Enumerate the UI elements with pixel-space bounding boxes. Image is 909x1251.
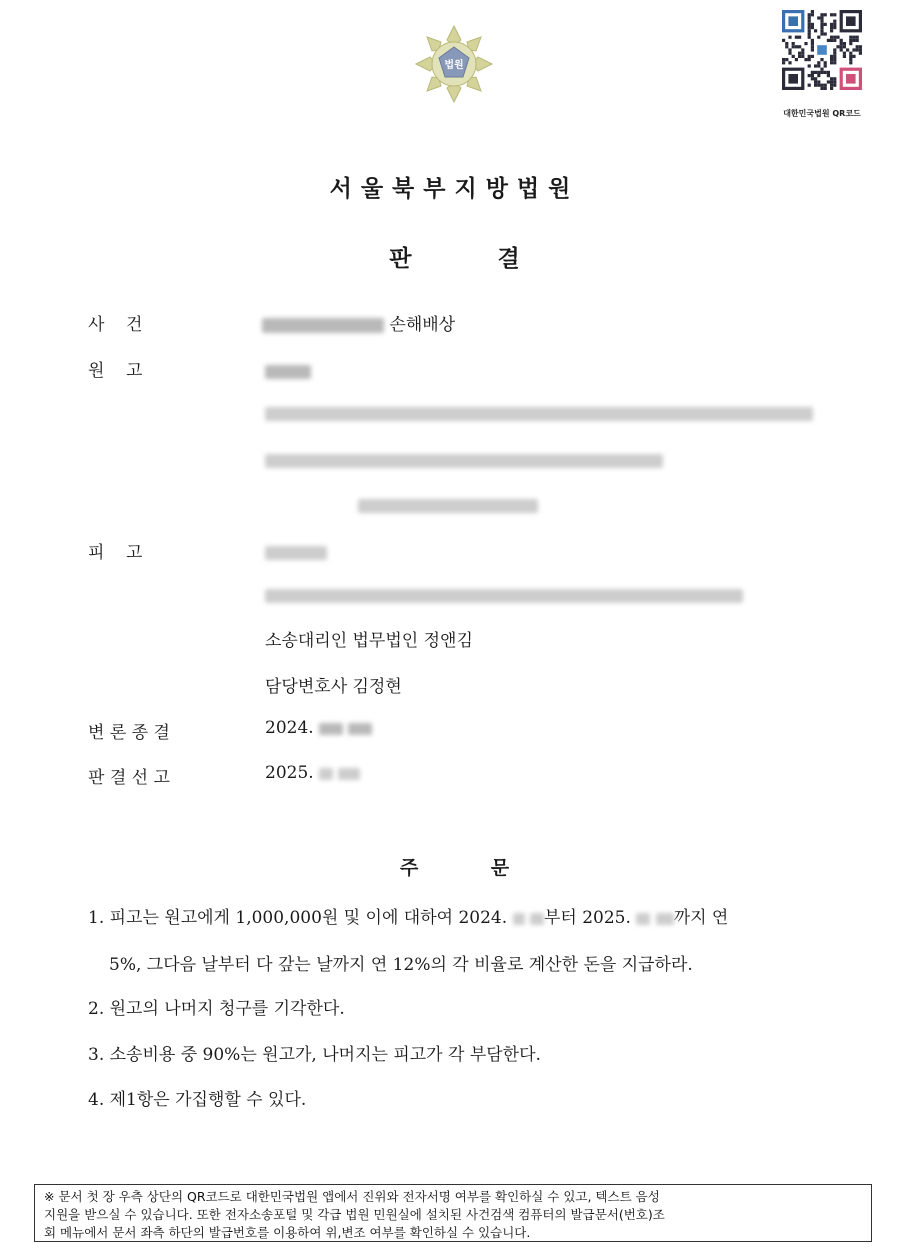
court-emblem-icon bbox=[412, 22, 496, 106]
redacted-day bbox=[656, 913, 674, 925]
order-item-3: 3. 소송비용 중 90%는 원고가, 나머지는 피고가 각 부담한다. bbox=[88, 1045, 541, 1065]
court-name: 서울북부지방법원 bbox=[329, 176, 580, 202]
case-name: 손해배상 bbox=[389, 315, 456, 335]
defendant-lawyer: 담당변호사 김정현 bbox=[265, 677, 402, 697]
order-item-2: 2. 원고의 나머지 청구를 기각한다. bbox=[88, 999, 345, 1019]
plaintiff-recipient bbox=[358, 495, 538, 514]
argument-end-year: 2024. bbox=[265, 718, 314, 738]
redacted-defendant-address bbox=[265, 589, 743, 603]
court-emblem bbox=[412, 22, 496, 106]
redacted-month bbox=[636, 913, 650, 925]
judgment-date-label: 판 결 선 고 bbox=[88, 768, 170, 788]
defendant-address bbox=[265, 585, 743, 604]
order-item-1 bbox=[88, 903, 728, 928]
argument-end-label: 변 론 종 결 bbox=[88, 723, 170, 743]
redacted-month bbox=[319, 723, 343, 735]
qr-code-icon bbox=[779, 6, 865, 96]
notice-line-3: 회 메뉴에서 문서 좌측 하단의 발급번호를 이용하여 위,변조 여부를 확인하실 수 있습니다. bbox=[44, 1225, 531, 1240]
order-item-4: 4. 제1항은 가집행할 수 있다. bbox=[88, 1090, 307, 1110]
plaintiff-address bbox=[265, 403, 813, 422]
case-label: 사 건 bbox=[88, 315, 143, 335]
redacted-defendant-name bbox=[265, 546, 327, 560]
document-title: 판 결 bbox=[389, 246, 520, 272]
order-item-1-prefix: 1. 피고는 원고에게 1,000,000원 및 이에 대하여 2024. bbox=[88, 908, 508, 928]
redacted-plaintiff-address bbox=[265, 407, 813, 421]
plaintiff-service-address bbox=[265, 450, 663, 469]
redacted-month bbox=[319, 768, 333, 780]
redacted-month bbox=[513, 913, 525, 925]
redacted-service-address bbox=[265, 454, 663, 468]
redacted-plaintiff-name bbox=[265, 365, 311, 379]
redacted-day bbox=[530, 913, 544, 925]
order-item-1-line-2: 5%, 그다음 날부터 다 갚는 날까지 연 12%의 각 비율로 계산한 돈을 지급하라. bbox=[109, 955, 693, 975]
plaintiff-name bbox=[265, 361, 311, 380]
verification-notice bbox=[34, 1184, 872, 1242]
emblem-text: 법원 bbox=[444, 60, 464, 71]
qr-caption: 대한민국법원 QR코드 bbox=[783, 109, 861, 118]
argument-end-date bbox=[265, 718, 372, 738]
order-item-1-from: 부터 2025. bbox=[543, 908, 631, 928]
notice-line-2: 지원을 받으실 수 있습니다. 또한 전자소송포털 및 각급 법원 민원실에 설치된 사건검색 컴퓨터의 발급문서(번호)조 bbox=[44, 1207, 665, 1222]
redacted-day bbox=[348, 723, 372, 735]
order-item-1-until: 까지 연 bbox=[673, 908, 729, 928]
qr-code[interactable] bbox=[779, 6, 865, 96]
defendant-agent: 소송대리인 법무법인 정앤김 bbox=[265, 631, 473, 651]
judgment-date bbox=[265, 763, 360, 783]
redacted-day bbox=[338, 768, 360, 780]
case-value bbox=[262, 310, 455, 335]
redacted-case-number bbox=[262, 318, 384, 333]
judgment-year: 2025. bbox=[265, 763, 314, 783]
defendant-name bbox=[265, 542, 327, 561]
plaintiff-label: 원 고 bbox=[88, 361, 143, 381]
redacted-recipient bbox=[358, 499, 538, 513]
order-title: 주 문 bbox=[399, 857, 510, 879]
notice-line-1: ※ 문서 첫 장 우측 상단의 QR코드로 대한민국법원 앱에서 진위와 전자서명 여부를 확인하실 수 있고, 텍스트 음성 bbox=[44, 1189, 660, 1204]
defendant-label: 피 고 bbox=[88, 543, 143, 563]
